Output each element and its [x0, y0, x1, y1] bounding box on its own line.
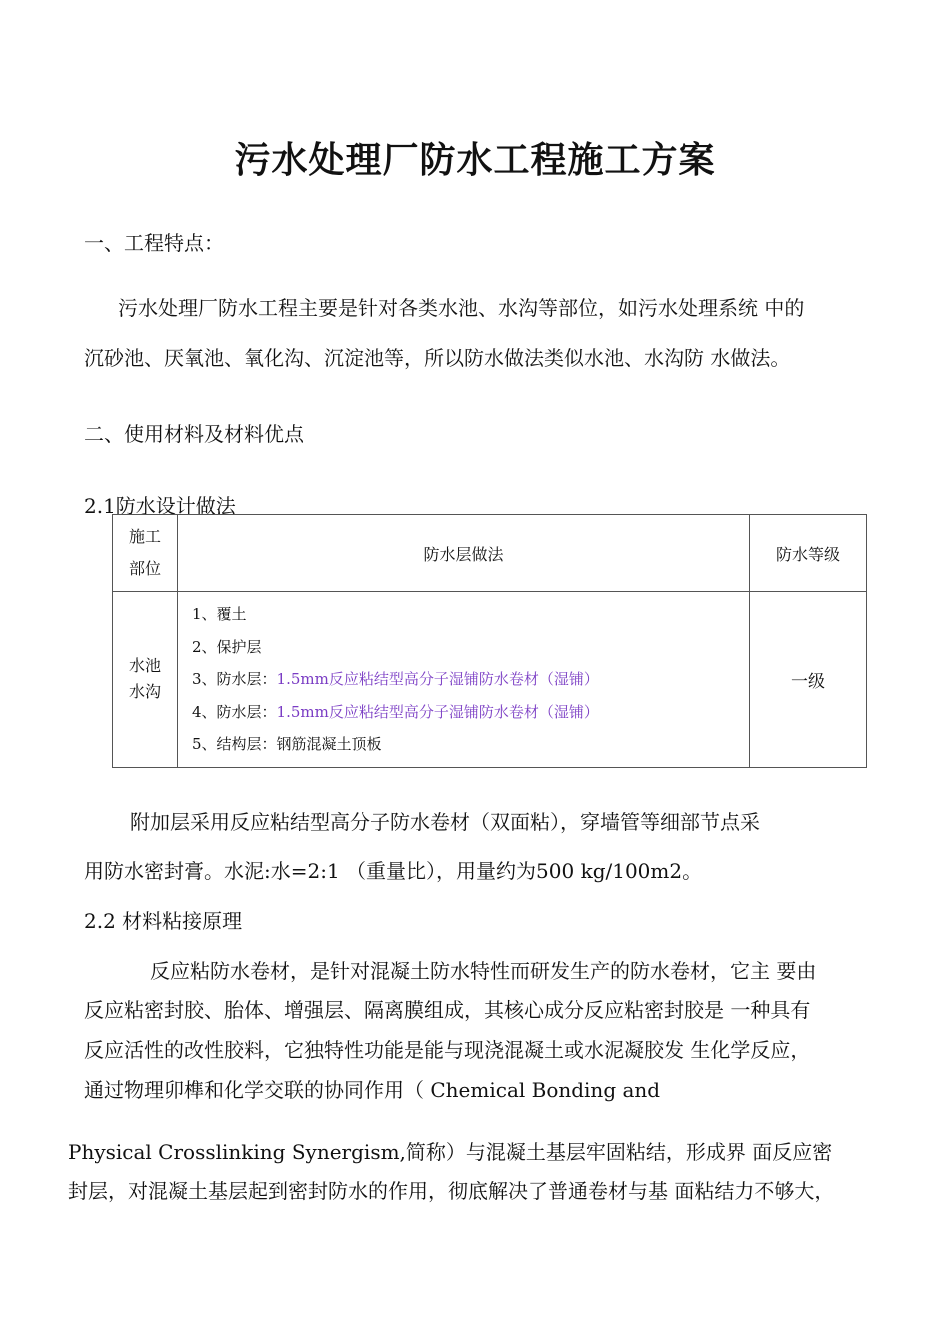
principle-line-1: 反应粘防水卷材，是针对混凝土防水特性而研发生产的防水卷材，它主 要由 [150, 959, 817, 983]
layer-label: 4、防水层： [192, 702, 277, 721]
header-grade: 防水等级 [750, 515, 867, 592]
principle-line-3: 反应活性的改性胶料，它独特性功能是能与现浇混凝土或水泥凝胶发 生化学反应， [84, 1038, 811, 1062]
layer-label: 5、结构层：钢筋混凝土顶板 [192, 735, 382, 753]
header-part-line-2: 部位 [128, 559, 161, 578]
table-row [113, 592, 867, 768]
layer-item [192, 728, 749, 761]
principle-line-4: 通过物理卯榫和化学交联的协同作用（ Chemical Bonding and [84, 1078, 661, 1102]
section-1-heading: 一、工程特点： [84, 231, 224, 255]
section-2-heading: 二、使用材料及材料优点 [84, 422, 304, 446]
principle-line-2: 反应粘密封胶、胎体、增强层、隔离膜组成，其核心成分反应粘密封胶是 一种具有 [84, 998, 811, 1022]
section-1-para-line-2: 沉砂池、厌氧池、氧化沟、沉淀池等，所以防水做法类似水池、水沟防 水做法。 [84, 346, 791, 370]
table-header-row [113, 515, 867, 592]
waterproof-design-table [112, 514, 867, 768]
subsection-2-2-heading: 2.2 材料粘接原理 [84, 909, 243, 933]
note-line-1: 附加层采用反应粘结型高分子防水卷材（双面粘），穿墙管等细部节点采 [130, 810, 760, 834]
layer-item [192, 696, 749, 729]
layer-item [192, 631, 749, 664]
layer-label: 1、覆土 [192, 605, 247, 623]
layer-label: 3、防水层： [192, 670, 277, 688]
cell-part-line-1: 水池 [128, 656, 161, 676]
cell-part-line-2: 水沟 [128, 682, 161, 702]
cell-layers [178, 592, 750, 768]
layer-material: 1.5mm反应粘结型高分子湿铺防水卷材（湿铺） [276, 702, 599, 721]
tail-line-1: Physical Crosslinking Synergism,简称）与混凝土基层牢固粘结，形成界 面反应密 [68, 1140, 833, 1164]
layer-label: 2、保护层 [192, 637, 262, 656]
header-part [113, 515, 178, 592]
note-line-2: 用防水密封膏。水泥:水=2:1 （重量比），用量约为500 kg/100m2。 [84, 859, 703, 883]
layer-material: 1.5mm反应粘结型高分子湿铺防水卷材（湿铺） [276, 670, 599, 688]
cell-grade: 一级 [750, 592, 867, 768]
section-1-para-line-1: 污水处理厂防水工程主要是针对各类水池、水沟等部位，如污水处理系统 中的 [118, 296, 805, 320]
layer-item [192, 598, 749, 631]
tail-line-2: 封层，对混凝土基层起到密封防水的作用，彻底解决了普通卷材与基 面粘结力不够大， [68, 1179, 835, 1203]
document-title: 污水处理厂防水工程施工方案 [234, 139, 716, 181]
header-method: 防水层做法 [178, 515, 750, 592]
layer-item [192, 663, 749, 696]
subsection-2-1-heading: 2.1防水设计做法 [84, 494, 236, 518]
cell-part [113, 592, 178, 768]
header-part-line-1: 施工 [128, 527, 161, 546]
